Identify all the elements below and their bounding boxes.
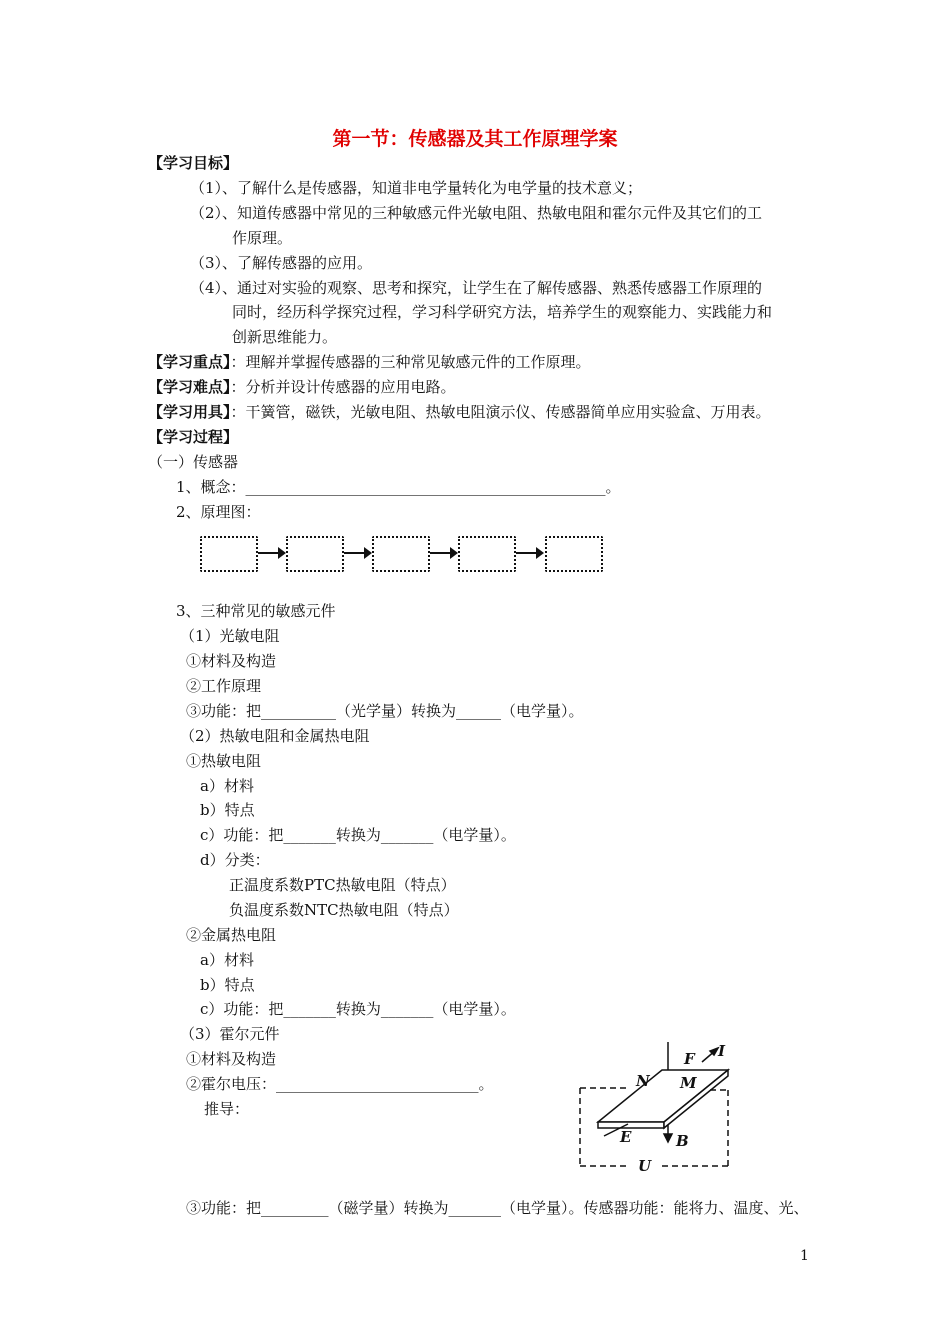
hall-function: ③功能：把_________（磁学量）转换为_______（电学量）。传感器功能：能将力、温度、光、 [186, 1199, 809, 1217]
objective-2-cont: 作原理。 [232, 229, 293, 247]
metal-resistor: ②金属热电阻 [186, 926, 277, 944]
photo-resistor: （1）光敏电阻 [180, 627, 280, 645]
fig-label-i: I [718, 1042, 726, 1060]
tools-text: ：干簧管，磁铁，光敏电阻、热敏电阻演示仪、传感器简单应用实验盒、万用表。 [230, 403, 771, 421]
fig-label-m: M [680, 1074, 697, 1092]
diagram-box-4 [458, 536, 516, 572]
diagram-arrow-3 [430, 552, 456, 554]
concept-line: 1、概念：________________________________________________。 [176, 478, 621, 496]
diagram-arrow-2 [344, 552, 370, 554]
photo-principle: ②工作原理 [186, 677, 262, 695]
process-heading: 【学习过程】 [148, 428, 239, 446]
objective-4-cont1: 同时，经历科学探究过程，学习科学研究方法，培养学生的观察能力、实践能力和 [232, 303, 773, 321]
diagram-box-3 [372, 536, 430, 572]
tools [148, 402, 771, 422]
key-points [148, 352, 591, 372]
three-elements: 3、三种常见的敏感元件 [176, 602, 336, 620]
thermistor-material: a）材料 [200, 777, 254, 795]
thermistor: ①热敏电阻 [186, 752, 262, 770]
difficulty-text: ：分析并设计传感器的应用电路。 [230, 378, 456, 396]
diagram-arrow-1 [258, 552, 284, 554]
diagram-label: 2、原理图： [176, 503, 261, 521]
derivation: 推导： [204, 1100, 250, 1118]
thermistor-function: c）功能：把_______转换为_______（电学量）。 [200, 826, 516, 844]
difficult-points [148, 377, 456, 397]
hall-material: ①材料及构造 [186, 1050, 277, 1068]
objective-4-cont2: 创新思维能力。 [232, 328, 338, 346]
fig-label-u: U [638, 1157, 652, 1175]
hall-element: （3）霍尔元件 [180, 1025, 280, 1043]
diagram-box-5 [545, 536, 603, 572]
tools-label: 【学习用具】 [148, 403, 231, 421]
key-label: 【学习重点】 [148, 353, 231, 371]
key-text: ：理解并掌握传感器的三种常见敏感元件的工作原理。 [230, 353, 591, 371]
thermistor-classes: d）分类： [200, 851, 270, 869]
fig-label-e: E [620, 1128, 632, 1146]
hall-voltage: ②霍尔电压：___________________________。 [186, 1075, 494, 1093]
metal-feature: b）特点 [200, 976, 255, 994]
section-sensor: （一）传感器 [148, 453, 239, 471]
objective-3: （3）、了解传感器的应用。 [190, 254, 373, 272]
fig-label-b: B [676, 1132, 689, 1150]
diagram-arrow-4 [516, 552, 542, 554]
metal-function: c）功能：把_______转换为_______（电学量）。 [200, 1000, 516, 1018]
diagram-box-2 [286, 536, 344, 572]
metal-material: a）材料 [200, 951, 254, 969]
ptc-line: 正温度系数PTC热敏电阻（特点） [229, 876, 456, 894]
page-number: 1 [800, 1248, 809, 1264]
objective-2: （2）、知道传感器中常见的三种敏感元件光敏电阻、热敏电阻和霍尔元件及其它们的工 [190, 204, 763, 222]
thermistor-feature: b）特点 [200, 801, 255, 819]
difficulty-label: 【学习难点】 [148, 378, 231, 396]
thermistor-section: （2）热敏电阻和金属热电阻 [180, 727, 370, 745]
ntc-line: 负温度系数NTC热敏电阻（特点） [229, 901, 459, 919]
objective-4: （4）、通过对实验的观察、思考和探究，让学生在了解传感器、熟悉传感器工作原理的 [190, 279, 763, 297]
objectives-heading: 【学习目标】 [148, 154, 239, 172]
photo-function: ③功能：把__________（光学量）转换为______（电学量）。 [186, 702, 584, 720]
page-title: 第一节：传感器及其工作原理学案 [332, 128, 618, 150]
objective-1: （1）、了解什么是传感器，知道非电学量转化为电学量的技术意义； [190, 179, 643, 197]
fig-label-n: N [636, 1072, 650, 1090]
fig-label-f: F [684, 1050, 695, 1068]
photo-material: ①材料及构造 [186, 652, 277, 670]
diagram-box-1 [200, 536, 258, 572]
hall-element-figure [570, 1040, 740, 1175]
